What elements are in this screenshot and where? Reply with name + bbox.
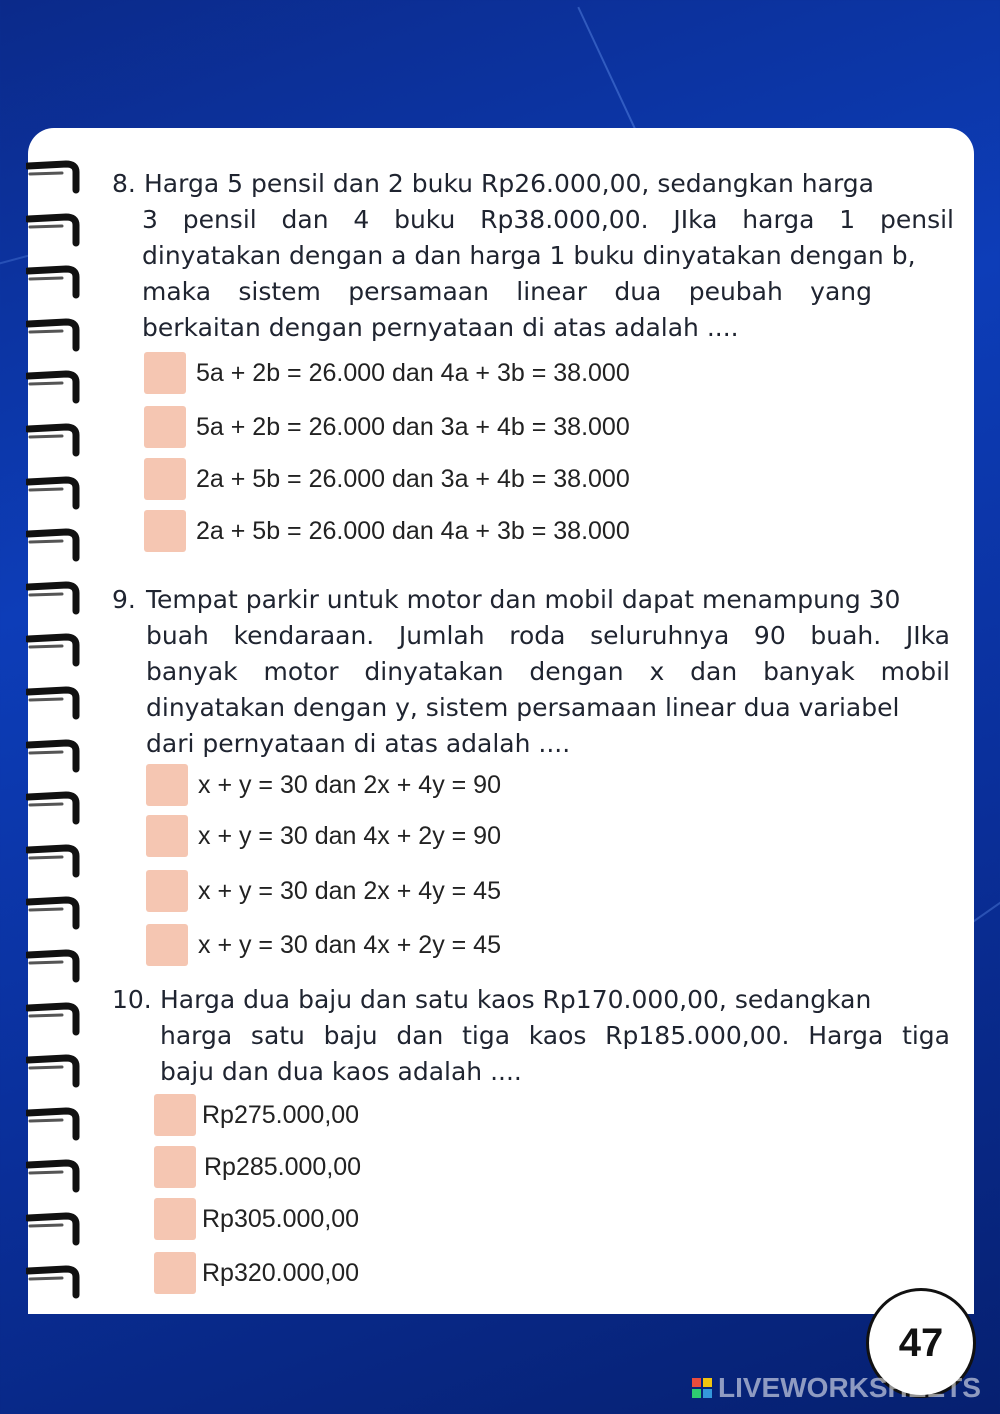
answer-checkbox[interactable] xyxy=(144,352,186,394)
answer-checkbox[interactable] xyxy=(144,510,186,552)
answer-checkbox[interactable] xyxy=(154,1146,196,1188)
answer-checkbox[interactable] xyxy=(144,458,186,500)
binding-ring xyxy=(26,844,84,880)
binding-ring xyxy=(26,633,84,669)
binding-ring xyxy=(26,213,84,249)
binding-ring xyxy=(26,686,84,722)
question-line: buah kendaraan. Jumlah roda seluruhnya 90 buah. JIka xyxy=(146,621,950,650)
answer-option-10a[interactable] xyxy=(154,1094,359,1136)
answer-option-9d[interactable] xyxy=(146,924,501,966)
answer-option-label: 5a + 2b = 26.000 dan 3a + 4b = 38.000 xyxy=(196,412,630,441)
question-line: dari pernyataan di atas adalah .... xyxy=(146,729,571,758)
spiral-binding xyxy=(26,160,86,1320)
binding-ring xyxy=(26,896,84,932)
binding-ring xyxy=(26,528,84,564)
page-number: 47 xyxy=(898,1320,944,1365)
binding-ring xyxy=(26,1054,84,1090)
binding-ring xyxy=(26,476,84,512)
answer-option-8d[interactable] xyxy=(144,510,630,552)
answer-option-label: x + y = 30 dan 2x + 4y = 45 xyxy=(198,876,501,905)
binding-ring xyxy=(26,791,84,827)
liveworksheets-logo-icon xyxy=(692,1378,712,1398)
binding-ring xyxy=(26,160,84,196)
question-number: 10. xyxy=(112,985,152,1014)
question-line: dinyatakan dengan y, sistem persamaan linear dua variabel xyxy=(146,693,900,722)
answer-option-label: 2a + 5b = 26.000 dan 3a + 4b = 38.000 xyxy=(196,464,630,493)
answer-option-9a[interactable] xyxy=(146,764,501,806)
answer-option-label: Rp305.000,00 xyxy=(202,1204,360,1233)
question-line: baju dan dua kaos adalah .... xyxy=(160,1057,522,1086)
answer-option-label: Rp285.000,00 xyxy=(204,1152,362,1181)
answer-option-10d[interactable] xyxy=(154,1252,359,1294)
answer-option-label: x + y = 30 dan 2x + 4y = 90 xyxy=(198,770,501,799)
question-number: 8. xyxy=(112,169,136,198)
answer-option-label: Rp275.000,00 xyxy=(202,1100,360,1129)
question-line: Harga dua baju dan satu kaos Rp170.000,00, sedangkan xyxy=(160,985,872,1014)
question-line: 3 pensil dan 4 buku Rp38.000,00. JIka harga 1 pensil xyxy=(142,205,954,234)
answer-option-label: x + y = 30 dan 4x + 2y = 90 xyxy=(198,821,501,850)
answer-option-label: x + y = 30 dan 4x + 2y = 45 xyxy=(198,930,501,959)
answer-option-8b[interactable] xyxy=(144,406,630,448)
answer-option-9c[interactable] xyxy=(146,870,501,912)
binding-ring xyxy=(26,265,84,301)
question-line: banyak motor dinyatakan dengan x dan banyak mobil xyxy=(146,657,950,686)
binding-ring xyxy=(26,1002,84,1038)
answer-checkbox[interactable] xyxy=(154,1198,196,1240)
answer-checkbox[interactable] xyxy=(146,764,188,806)
question-line: Harga 5 pensil dan 2 buku Rp26.000,00, sedangkan harga xyxy=(144,169,874,198)
answer-option-10b[interactable] xyxy=(154,1146,361,1188)
answer-option-8a[interactable] xyxy=(144,352,630,394)
watermark xyxy=(692,1372,981,1404)
answer-option-8c[interactable] xyxy=(144,458,630,500)
answer-option-9b[interactable] xyxy=(146,815,501,857)
question-number: 9. xyxy=(112,585,136,614)
answer-checkbox[interactable] xyxy=(154,1252,196,1294)
binding-ring xyxy=(26,1265,84,1301)
answer-checkbox[interactable] xyxy=(144,406,186,448)
answer-option-label: 2a + 5b = 26.000 dan 4a + 3b = 38.000 xyxy=(196,516,630,545)
binding-ring xyxy=(26,1107,84,1143)
binding-ring xyxy=(26,581,84,617)
answer-option-10c[interactable] xyxy=(154,1198,359,1240)
question-line: maka sistem persamaan linear dua peubah yang xyxy=(142,277,872,306)
binding-ring xyxy=(26,370,84,406)
answer-checkbox[interactable] xyxy=(146,870,188,912)
answer-checkbox[interactable] xyxy=(154,1094,196,1136)
question-9 xyxy=(112,582,950,762)
question-line: berkaitan dengan pernyataan di atas adalah .... xyxy=(142,313,739,342)
binding-ring xyxy=(26,423,84,459)
question-line: Tempat parkir untuk motor dan mobil dapat menampung 30 xyxy=(146,585,901,614)
binding-ring xyxy=(26,949,84,985)
binding-ring xyxy=(26,318,84,354)
watermark-text: LIVEWORKSHEETS xyxy=(718,1372,981,1403)
answer-option-label: Rp320.000,00 xyxy=(202,1258,360,1287)
answer-option-label: 5a + 2b = 26.000 dan 4a + 3b = 38.000 xyxy=(196,358,630,387)
question-line: dinyatakan dengan a dan harga 1 buku dinyatakan dengan b, xyxy=(142,241,916,270)
binding-ring xyxy=(26,1212,84,1248)
binding-ring xyxy=(26,739,84,775)
question-10 xyxy=(112,982,950,1090)
answer-checkbox[interactable] xyxy=(146,924,188,966)
answer-checkbox[interactable] xyxy=(146,815,188,857)
binding-ring xyxy=(26,1159,84,1195)
question-8 xyxy=(112,166,954,346)
question-line: harga satu baju dan tiga kaos Rp185.000,00. Harga tiga xyxy=(160,1021,950,1050)
